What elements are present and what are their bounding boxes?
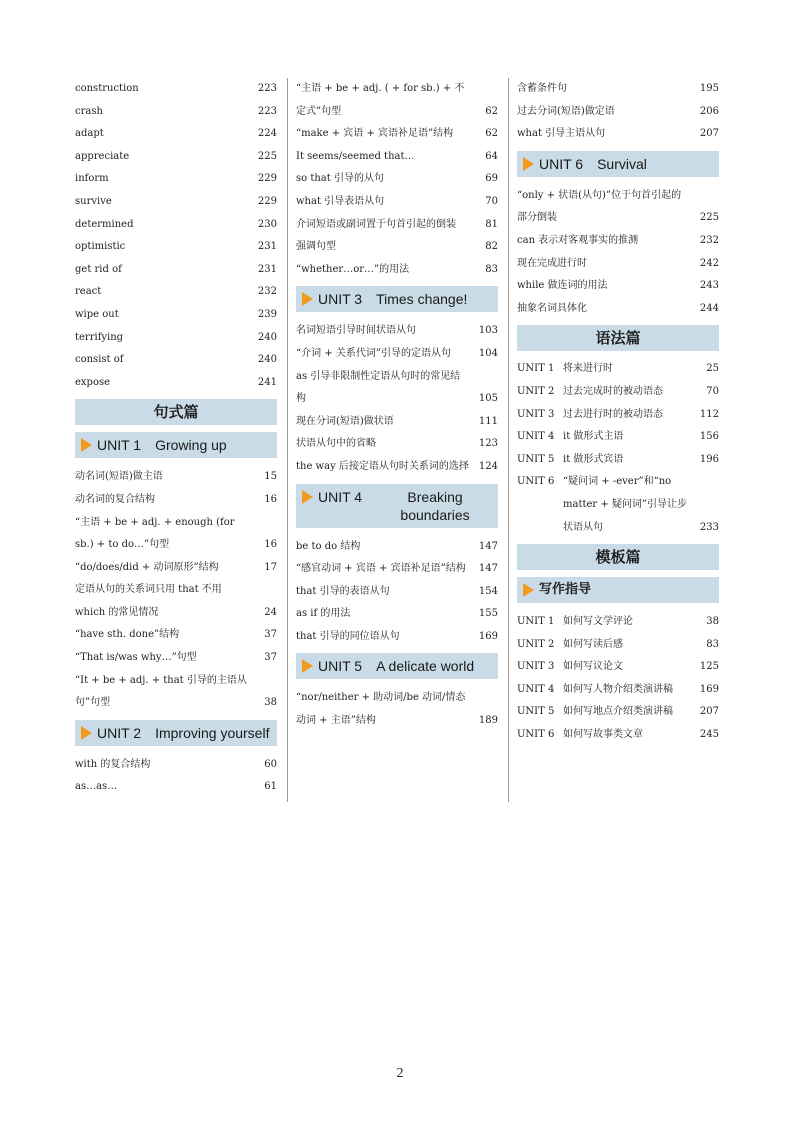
toc-entry[interactable] — [75, 146, 277, 169]
unit-title: A delicate world — [376, 658, 475, 675]
entry-page-number: 24 — [264, 606, 277, 618]
entry-text: 如何写读后感 — [563, 638, 623, 650]
entry-page-number: 16 — [264, 493, 277, 505]
unit-5-continued-items — [517, 78, 719, 146]
entry-page-number: 242 — [699, 257, 719, 269]
entry-text: as…as… — [75, 781, 118, 793]
unit-1-heading[interactable] — [75, 432, 277, 458]
toc-entry[interactable] — [75, 624, 277, 647]
unit-title: Times change! — [376, 291, 468, 308]
toc-entry[interactable] — [296, 456, 498, 479]
toc-entry[interactable] — [296, 536, 498, 559]
entry-unit: UNIT 5 — [517, 706, 555, 718]
toc-entry[interactable] — [517, 101, 719, 124]
entry-page-number: 147 — [478, 563, 498, 575]
entry-unit: UNIT 6 — [517, 729, 555, 741]
unit-title: Growing up — [155, 437, 227, 454]
page-number: 2 — [396, 1066, 404, 1081]
unit-name: UNIT 3 — [318, 291, 363, 308]
entry-unit: UNIT 4 — [517, 431, 555, 443]
toc-entry[interactable] — [296, 343, 498, 366]
entry-text: it 做形式宾语 — [563, 453, 624, 465]
entry-text: get rid of — [75, 263, 122, 275]
toc-entry[interactable] — [75, 670, 277, 715]
entry-page-number: 230 — [257, 218, 277, 230]
entry-text: be to do 结构 — [296, 540, 361, 552]
toc-entry[interactable] — [296, 146, 498, 169]
entry-page-number: 64 — [485, 150, 498, 162]
writing-guide-heading[interactable] — [517, 577, 719, 603]
entry-text: “疑问词 + -ever”和“no matter + 疑问词”引导让步状语从句 — [563, 476, 688, 533]
entry-text: as if 的用法 — [296, 608, 351, 620]
entry-unit: UNIT 2 — [517, 638, 555, 650]
entry-text: “nor/neither + 助动词/be 动词/情态动词 + 主语”结构 — [296, 692, 466, 727]
toc-entry[interactable] — [75, 466, 277, 489]
toc-entry[interactable] — [296, 123, 498, 146]
column-divider — [287, 78, 288, 802]
entry-page-number: 61 — [264, 781, 277, 793]
entry-text: as 引导非限制性定语从句时的常见结构 — [296, 370, 461, 405]
toc-column-2 — [296, 78, 498, 802]
toc-entry[interactable] — [296, 168, 498, 191]
entry-text: “have sth. done”结构 — [75, 629, 180, 641]
entry-text: 现在分词(短语)做状语 — [296, 415, 394, 427]
entry-page-number: 239 — [257, 308, 277, 320]
unit-name: UNIT 6 — [539, 155, 584, 172]
entry-unit: UNIT 1 — [517, 363, 555, 375]
section-heading-grammar: 语法篇 — [517, 325, 719, 351]
toc-entry[interactable] — [517, 404, 719, 427]
entry-text: with 的复合结构 — [75, 758, 151, 770]
entry-text: terrifying — [75, 331, 124, 343]
entry-page-number: 155 — [478, 608, 498, 620]
unit-name: UNIT 1 — [97, 437, 142, 454]
unit-title: Improving yourself — [155, 724, 270, 741]
toc-column-3 — [517, 78, 719, 802]
toc-entry[interactable] — [75, 304, 277, 327]
entry-text: crash — [75, 105, 103, 117]
toc-entry[interactable] — [517, 426, 719, 449]
entry-page-number: 70 — [706, 385, 719, 397]
entry-text: what 引导表语从句 — [296, 195, 385, 207]
entry-text: “whether…or…”的用法 — [296, 263, 410, 275]
entry-text: 介词短语或副词置于句首引起的倒装 — [296, 218, 456, 230]
entry-page-number: 232 — [699, 234, 719, 246]
entry-page-number: 103 — [478, 325, 498, 337]
toc-entry[interactable] — [517, 656, 719, 679]
writing-list — [517, 611, 719, 747]
entry-text: expose — [75, 376, 111, 388]
entry-text: “make + 宾语 + 宾语补足语”结构 — [296, 128, 454, 140]
entry-text: 过去分词(短语)做定语 — [517, 105, 615, 117]
toc-entry[interactable] — [75, 349, 277, 372]
section-heading-sentence-patterns: 句式篇 — [75, 399, 277, 425]
entry-page-number: 124 — [478, 460, 498, 472]
entry-page-number: 231 — [257, 263, 277, 275]
entry-text: 如何写地点介绍类演讲稿 — [563, 706, 673, 718]
entry-page-number: 15 — [264, 471, 277, 483]
entry-text: “主语 + be + adj. + enough (for sb.) + to do…”句型 — [75, 516, 235, 551]
entry-page-number: 196 — [699, 453, 719, 465]
unit-title: Breaking boundaries — [400, 488, 470, 523]
entry-unit: UNIT 5 — [517, 453, 555, 465]
entry-page-number: 69 — [485, 173, 498, 185]
entry-text: 如何写故事类文章 — [563, 729, 643, 741]
entry-text: “do/does/did + 动词原形”结构 — [75, 561, 219, 573]
unit-2-items — [75, 754, 277, 799]
entry-page-number: 38 — [706, 616, 719, 628]
triangle-icon — [81, 438, 92, 452]
toc-entry[interactable] — [296, 558, 498, 581]
triangle-icon — [81, 726, 92, 740]
entry-text: 过去完成时的被动语态 — [563, 385, 663, 397]
unit-name: UNIT 2 — [97, 724, 142, 741]
toc-entry[interactable] — [296, 259, 498, 282]
entry-text: that 引导的同位语从句 — [296, 630, 400, 642]
entry-page-number: 223 — [257, 105, 277, 117]
toc-entry[interactable] — [75, 259, 277, 282]
entry-text: while 做连词的用法 — [517, 280, 608, 292]
toc-entry[interactable] — [517, 701, 719, 724]
entry-unit: UNIT 3 — [517, 661, 555, 673]
toc-entry[interactable] — [75, 236, 277, 259]
toc-entry[interactable] — [517, 358, 719, 381]
entry-page-number: 224 — [257, 128, 277, 140]
toc-entry[interactable] — [517, 611, 719, 634]
entry-page-number: 243 — [699, 280, 719, 292]
entry-page-number: 37 — [264, 652, 277, 664]
entry-page-number: 231 — [257, 241, 277, 253]
entry-page-number: 244 — [699, 302, 719, 314]
entry-text: 如何写文学评论 — [563, 616, 633, 628]
entry-text: 如何写议论文 — [563, 661, 623, 673]
entry-unit: UNIT 2 — [517, 385, 555, 397]
entry-page-number: 223 — [257, 83, 277, 94]
toc-entry[interactable] — [517, 679, 719, 702]
entry-page-number: 112 — [699, 408, 719, 420]
entry-text: what 引导主语从句 — [517, 128, 606, 140]
entry-page-number: 233 — [699, 521, 719, 533]
toc-entry[interactable] — [517, 253, 719, 276]
entry-text: construction — [75, 83, 139, 94]
toc-entry[interactable] — [296, 626, 498, 649]
entry-text: the way 后接定语从句时关系词的选择 — [296, 460, 469, 472]
unit-name: UNIT 5 — [318, 658, 363, 675]
toc-entry[interactable] — [296, 214, 498, 237]
unit-3-items — [296, 320, 498, 478]
toc-entry[interactable] — [75, 191, 277, 214]
entry-text: 如何写人物介绍类演讲稿 — [563, 683, 673, 695]
entry-text: “感官动词 + 宾语 + 宾语补足语”结构 — [296, 563, 466, 575]
entry-page-number: 83 — [706, 638, 719, 650]
section-heading-templates: 模板篇 — [517, 544, 719, 570]
entry-page-number: 147 — [478, 540, 498, 552]
entry-page-number: 125 — [699, 661, 719, 673]
unit-1-items — [75, 466, 277, 715]
toc-entry[interactable] — [517, 381, 719, 404]
entry-text: 动名词(短语)做主语 — [75, 471, 163, 483]
entry-text: 状语从句中的省略 — [296, 438, 376, 450]
vocab-list — [75, 78, 277, 394]
entry-page-number: 83 — [485, 263, 498, 275]
toc-entry[interactable] — [296, 411, 498, 434]
unit-4-heading[interactable] — [296, 484, 498, 528]
entry-text: appreciate — [75, 150, 130, 162]
unit-6-items — [517, 185, 719, 321]
toc-entry[interactable] — [75, 512, 277, 557]
entry-page-number: 195 — [699, 83, 719, 94]
unit-2-continued-items — [296, 78, 498, 281]
toc-entry[interactable] — [517, 230, 719, 253]
entry-text: determined — [75, 218, 134, 230]
entry-page-number: 81 — [485, 218, 498, 230]
entry-page-number: 240 — [257, 331, 277, 343]
entry-page-number: 229 — [257, 173, 277, 185]
entry-page-number: 207 — [699, 706, 719, 718]
unit-2-heading[interactable] — [75, 720, 277, 746]
entry-page-number: 62 — [485, 105, 498, 117]
unit-5-items — [296, 687, 498, 732]
entry-page-number: 241 — [257, 376, 277, 388]
entry-text: adapt — [75, 128, 104, 140]
toc-entry[interactable] — [296, 433, 498, 456]
entry-page-number: 111 — [478, 415, 498, 427]
entry-page-number: 225 — [257, 150, 277, 162]
entry-text: 含蓄条件句 — [517, 83, 567, 94]
entry-text: 过去进行时的被动语态 — [563, 408, 663, 420]
entry-text: It seems/seemed that… — [296, 150, 415, 162]
entry-text: consist of — [75, 354, 124, 366]
entry-page-number: 25 — [706, 363, 719, 375]
toc-entry[interactable] — [517, 78, 719, 101]
toc-entry[interactable] — [75, 372, 277, 395]
toc-entry[interactable] — [296, 236, 498, 259]
entry-unit: UNIT 6 — [517, 476, 555, 488]
entry-page-number: 82 — [485, 241, 498, 253]
toc-entry[interactable] — [296, 581, 498, 604]
entry-text: optimistic — [75, 241, 126, 253]
unit-6-heading[interactable] — [517, 151, 719, 177]
toc-entry[interactable] — [517, 185, 719, 230]
entry-page-number: 189 — [478, 715, 498, 727]
entry-page-number: 245 — [699, 729, 719, 741]
entry-page-number: 60 — [264, 758, 277, 770]
triangle-icon — [523, 157, 534, 171]
toc-entry[interactable] — [296, 320, 498, 343]
entry-text: 现在完成进行时 — [517, 257, 587, 269]
toc-entry[interactable] — [517, 634, 719, 657]
toc-entry[interactable] — [75, 101, 277, 124]
writing-guide-title: 写作指导 — [539, 582, 592, 598]
entry-page-number: 38 — [264, 697, 277, 709]
triangle-icon — [302, 292, 313, 306]
entry-text: 定语从句的关系词只用 that 不用 which 的常见情况 — [75, 584, 222, 618]
entry-page-number: 240 — [257, 354, 277, 366]
toc-entry[interactable] — [517, 724, 719, 747]
entry-page-number: 70 — [485, 195, 498, 207]
toc-entry[interactable] — [296, 191, 498, 214]
toc-entry[interactable] — [75, 754, 277, 777]
entry-text: “主语 + be + adj. ( + for sb.) + 不定式”句型 — [296, 83, 465, 117]
entry-text: 抽象名词具体化 — [517, 302, 587, 314]
entry-text: “It + be + adj. + that 引导的主语从句”句型 — [75, 674, 247, 709]
entry-text: react — [75, 286, 102, 298]
toc-entry[interactable] — [75, 647, 277, 670]
triangle-icon — [523, 583, 534, 597]
toc-entry[interactable] — [75, 579, 277, 624]
toc-entry[interactable] — [75, 281, 277, 304]
toc-entry[interactable] — [296, 603, 498, 626]
unit-name: UNIT 4 — [318, 488, 363, 505]
toc-column-1 — [75, 78, 277, 802]
toc-entry[interactable] — [75, 168, 277, 191]
entry-page-number: 16 — [264, 539, 277, 551]
entry-text: 强调句型 — [296, 241, 336, 253]
entry-page-number: 225 — [699, 212, 719, 224]
grammar-list — [517, 358, 719, 539]
toc-entry[interactable] — [75, 123, 277, 146]
entry-text: that 引导的表语从句 — [296, 585, 390, 597]
entry-page-number: 105 — [478, 393, 498, 405]
toc-entry[interactable] — [75, 214, 277, 237]
entry-page-number: 156 — [699, 431, 719, 443]
toc-entry[interactable] — [75, 489, 277, 512]
triangle-icon — [302, 490, 313, 504]
toc-entry[interactable] — [517, 471, 719, 539]
entry-text: can 表示对客观事实的推测 — [517, 234, 639, 246]
entry-page-number: 154 — [478, 585, 498, 597]
unit-3-heading[interactable] — [296, 286, 498, 312]
entry-text: “That is/was why…”句型 — [75, 652, 197, 664]
unit-4-items — [296, 536, 498, 649]
toc-entry[interactable] — [296, 78, 498, 123]
entry-page-number: 229 — [257, 195, 277, 207]
entry-page-number: 123 — [478, 438, 498, 450]
toc-entry[interactable] — [517, 449, 719, 472]
toc-entry[interactable] — [75, 327, 277, 350]
entry-text: so that 引导的从句 — [296, 173, 384, 185]
entry-page-number: 17 — [264, 561, 277, 573]
entry-unit: UNIT 4 — [517, 683, 555, 695]
entry-page-number: 232 — [257, 286, 277, 298]
unit-5-heading[interactable] — [296, 653, 498, 679]
entry-page-number: 206 — [699, 105, 719, 117]
triangle-icon — [302, 659, 313, 673]
entry-text: wipe out — [75, 308, 119, 320]
toc-entry[interactable] — [75, 776, 277, 799]
entry-page-number: 169 — [699, 683, 719, 695]
entry-text: inform — [75, 173, 109, 185]
toc-entry[interactable] — [517, 123, 719, 146]
entry-text: it 做形式主语 — [563, 431, 624, 443]
entry-unit: UNIT 3 — [517, 408, 555, 420]
entry-page-number: 104 — [478, 347, 498, 359]
toc-entry[interactable] — [517, 298, 719, 321]
toc-entry[interactable] — [296, 687, 498, 732]
entry-text: 动名词的复合结构 — [75, 493, 155, 505]
entry-text: survive — [75, 195, 112, 207]
entry-text: 名词短语引导时间状语从句 — [296, 325, 416, 337]
entry-page-number: 207 — [699, 128, 719, 140]
entry-page-number: 169 — [478, 630, 498, 642]
toc-entry[interactable] — [517, 275, 719, 298]
column-divider — [508, 78, 509, 802]
entry-text: “only + 状语(从句)”位于句首引起的部分倒装 — [517, 189, 682, 224]
entry-text: “介词 + 关系代词”引导的定语从句 — [296, 347, 451, 359]
unit-title: Survival — [597, 155, 647, 172]
entry-page-number: 37 — [264, 629, 277, 641]
toc-entry[interactable] — [75, 557, 277, 580]
entry-page-number: 62 — [485, 128, 498, 140]
entry-text: 将来进行时 — [563, 363, 613, 375]
toc-entry[interactable] — [296, 366, 498, 411]
entry-unit: UNIT 1 — [517, 616, 555, 628]
toc-entry[interactable] — [75, 78, 277, 101]
